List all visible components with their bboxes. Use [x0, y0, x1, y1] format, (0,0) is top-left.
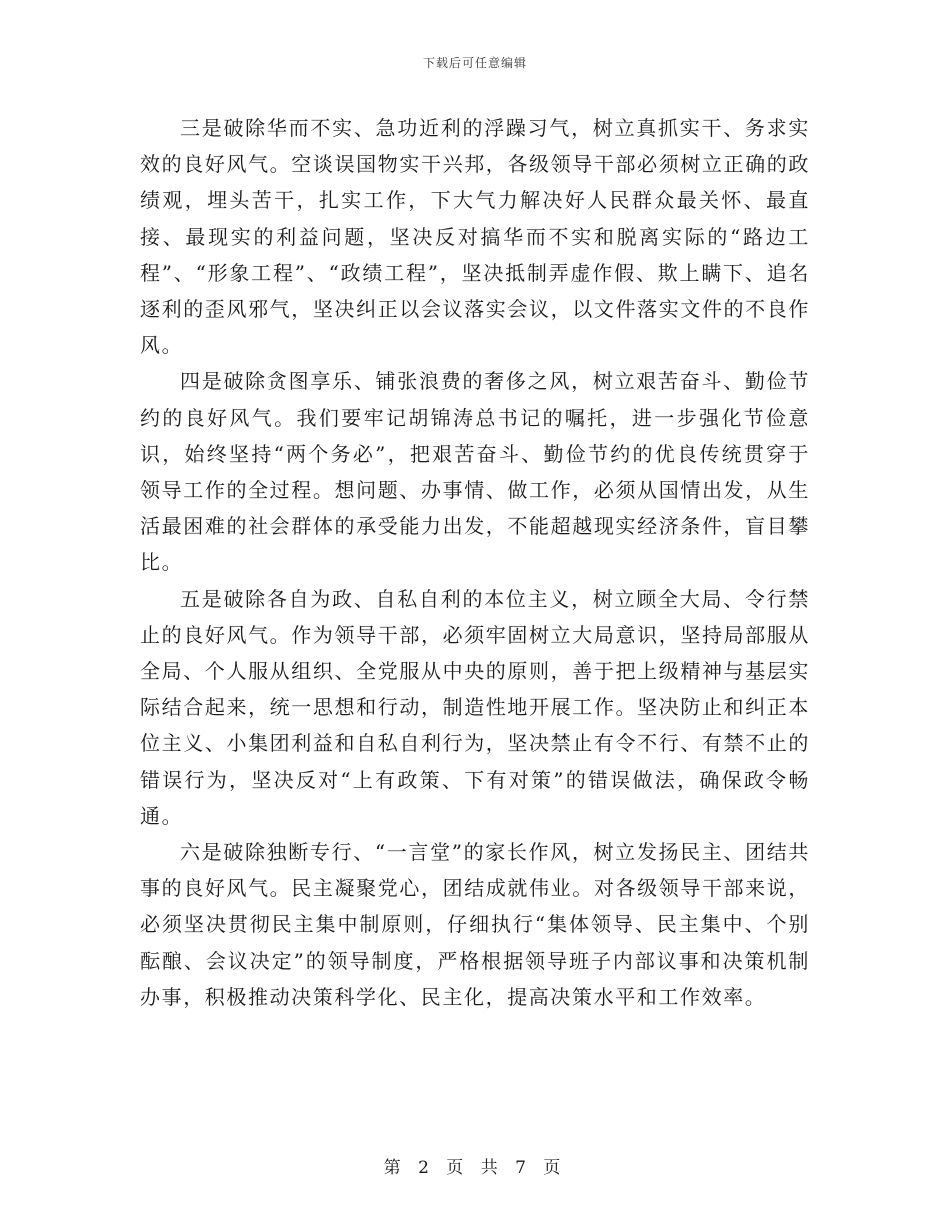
document-body — [140, 110, 810, 1015]
paragraph-six: 六是破除独断专行、“一言堂”的家长作风，树立发扬民主、团结共事的良好风气。民主凝聚党心，团结成就伟业。对各级领导干部来说，必须坚决贯彻民主集中制原则，仔细执行“集体领导、民主集中、个别酝酿、会议决定”的领导制度，严格根据领导班子内部议事和决策机制办事，积极推动决策科学化、民主化，提高决策水平和工作效率。 — [140, 840, 810, 1009]
paragraph-three: 三是破除华而不实、急功近利的浮躁习气，树立真抓实干、务求实效的良好风气。空谈误国物实干兴邦，各级领导干部必须树立正确的政绩观，埋头苦干，扎实工作，下大气力解决好人民群众最关怀、最直接、最现实的利益问题，坚决反对搞华而不实和脱离实际的“路边工程”、“形象工程”、“政绩工程”，坚决抵制弄虚作假、欺上瞒下、追名逐利的歪风邪气，坚决纠正以会议落实会议，以文件落实文件的不良作风。 — [140, 116, 810, 358]
paragraph-four: 四是破除贪图享乐、铺张浪费的奢侈之风，树立艰苦奋斗、勤俭节约的良好风气。我们要牢记胡锦涛总书记的嘱托，进一步强化节俭意识，始终坚持“两个务必”，把艰苦奋斗、勤俭节约的优良传统贯穿于领导工作的全过程。想问题、办事情、做工作，必须从国情出发，从生活最困难的社会群体的承受能力出发，不能超越现实经济条件，盲目攀比。 — [140, 369, 810, 575]
page-header: 下载后可任意编辑 — [422, 56, 527, 70]
page-number-footer: 第 2 页 共 7 页 — [383, 1158, 567, 1178]
paragraph-five: 五是破除各自为政、自私自利的本位主义，树立顾全大局、令行禁止的良好风气。作为领导干部，必须牢固树立大局意识，坚持局部服从全局、个人服从组织、全党服从中央的原则，善于把上级精神与基层实际结合起来，统一思想和行动，制造性地开展工作。坚决防止和纠正本位主义、小集团利益和自私自利行为，坚决禁止有令不行、有禁不止的错误行为，坚决反对“上有政策、下有对策”的错误做法，确保政令畅通。 — [140, 586, 810, 828]
